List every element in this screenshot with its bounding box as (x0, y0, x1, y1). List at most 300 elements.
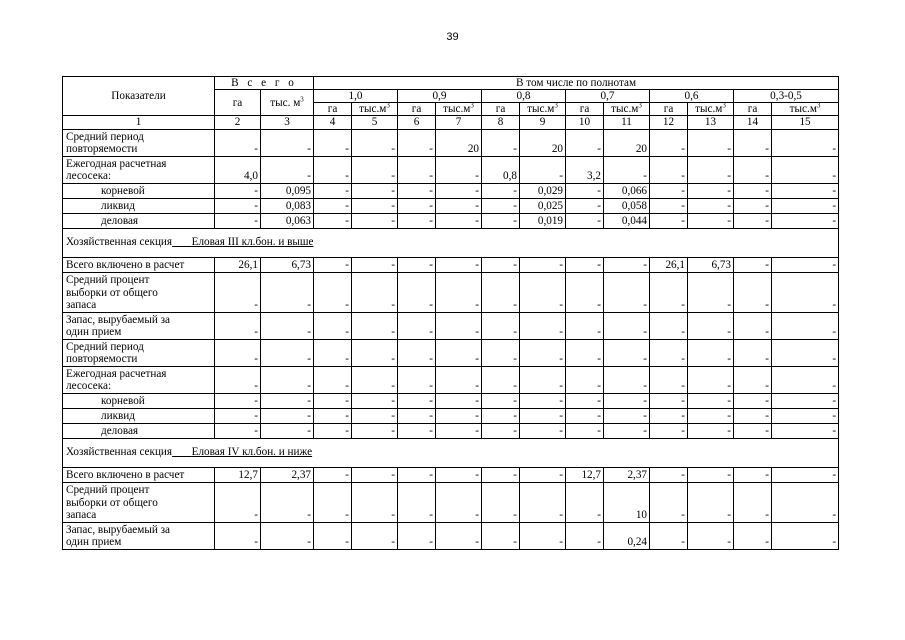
value-cell: - (482, 408, 520, 423)
column-number: 12 (650, 116, 688, 130)
value-cell: - (398, 312, 436, 339)
header-total-volume: тыс. $м^3$ (261, 90, 314, 116)
page-number: 39 (446, 31, 459, 43)
header-unit-volume: $тыс.м^3$ (688, 103, 734, 116)
value-cell: 6,73 (688, 257, 734, 272)
header-density: 0,9 (398, 90, 482, 103)
value-cell: - (314, 129, 352, 156)
value-cell: - (650, 183, 688, 198)
value-cell: - (772, 408, 839, 423)
value-cell: - (352, 467, 398, 482)
value-cell: - (566, 312, 604, 339)
value-cell: - (688, 366, 734, 393)
value-cell: - (604, 272, 650, 312)
value-cell: - (215, 339, 261, 366)
value-cell: - (398, 198, 436, 213)
value-cell: - (314, 183, 352, 198)
value-cell: - (688, 339, 734, 366)
cutting-indicators-table (62, 76, 839, 550)
value-cell: - (314, 522, 352, 549)
value-cell: - (352, 339, 398, 366)
column-number: 10 (566, 116, 604, 130)
value-cell: - (650, 423, 688, 438)
value-cell: - (688, 423, 734, 438)
table-row (63, 482, 839, 522)
value-cell: - (688, 522, 734, 549)
value-cell: 0,025 (520, 198, 566, 213)
value-cell: - (688, 312, 734, 339)
value-cell: - (352, 312, 398, 339)
value-cell: - (314, 482, 352, 522)
value-cell: - (566, 393, 604, 408)
value-cell: - (482, 198, 520, 213)
value-cell: - (734, 467, 772, 482)
value-cell: - (566, 129, 604, 156)
row-label: Средний период повторяемости (63, 129, 215, 156)
value-cell: - (352, 393, 398, 408)
value-cell: - (215, 522, 261, 549)
value-cell: - (650, 408, 688, 423)
value-cell: - (566, 213, 604, 228)
table-row (63, 408, 839, 423)
value-cell: - (688, 272, 734, 312)
row-label: Ежегодная расчетная лесосека: (63, 366, 215, 393)
value-cell: - (604, 366, 650, 393)
value-cell: - (566, 482, 604, 522)
value-cell: - (261, 482, 314, 522)
value-cell: - (688, 393, 734, 408)
value-cell: - (436, 522, 482, 549)
value-cell: - (398, 129, 436, 156)
column-number: 14 (734, 116, 772, 130)
value-cell: - (314, 408, 352, 423)
value-cell: - (215, 423, 261, 438)
value-cell: - (436, 423, 482, 438)
header-unit-ha: га (650, 103, 688, 116)
value-cell: - (520, 423, 566, 438)
value-cell: - (688, 213, 734, 228)
value-cell: - (772, 156, 839, 183)
value-cell: - (566, 408, 604, 423)
value-cell: - (688, 156, 734, 183)
value-cell: - (482, 272, 520, 312)
value-cell: - (215, 129, 261, 156)
row-label: корневой (63, 393, 215, 408)
value-cell: - (734, 408, 772, 423)
value-cell: 4,0 (215, 156, 261, 183)
value-cell: - (650, 312, 688, 339)
row-label: Средний период повторяемости (63, 339, 215, 366)
value-cell: - (436, 408, 482, 423)
value-cell: - (261, 423, 314, 438)
column-number: 15 (772, 116, 839, 130)
row-label: ликвид (63, 198, 215, 213)
value-cell: - (215, 312, 261, 339)
value-cell: - (650, 213, 688, 228)
value-cell: - (215, 198, 261, 213)
value-cell: - (482, 339, 520, 366)
value-cell: - (566, 423, 604, 438)
value-cell: - (604, 393, 650, 408)
value-cell: - (566, 339, 604, 366)
value-cell: - (215, 393, 261, 408)
column-number: 2 (215, 116, 261, 130)
section-header (63, 438, 839, 467)
value-cell: - (772, 393, 839, 408)
value-cell: - (314, 339, 352, 366)
value-cell: - (314, 467, 352, 482)
value-cell: 0,24 (604, 522, 650, 549)
value-cell: - (314, 423, 352, 438)
row-label: корневой (63, 183, 215, 198)
value-cell: - (604, 156, 650, 183)
value-cell: - (520, 393, 566, 408)
value-cell: - (520, 312, 566, 339)
value-cell: - (215, 272, 261, 312)
value-cell: - (734, 423, 772, 438)
column-number: 9 (520, 116, 566, 130)
value-cell: - (520, 482, 566, 522)
value-cell: - (314, 366, 352, 393)
value-cell: - (650, 522, 688, 549)
value-cell: - (566, 366, 604, 393)
value-cell: - (688, 467, 734, 482)
value-cell: - (482, 213, 520, 228)
section-row (63, 228, 839, 257)
value-cell: - (261, 272, 314, 312)
table-row (63, 339, 839, 366)
value-cell: - (734, 156, 772, 183)
value-cell: - (734, 129, 772, 156)
value-cell: - (352, 156, 398, 183)
value-cell: - (436, 272, 482, 312)
row-label: Запас, вырубаемый за один прием (63, 522, 215, 549)
value-cell: - (261, 366, 314, 393)
header-unit-ha: га (482, 103, 520, 116)
value-cell: - (772, 467, 839, 482)
row-label: Средний процент выборки от общего запаса (63, 482, 215, 522)
value-cell: - (314, 272, 352, 312)
table-row (63, 467, 839, 482)
value-cell: - (688, 183, 734, 198)
value-cell: - (650, 482, 688, 522)
value-cell: - (734, 183, 772, 198)
value-cell: - (772, 213, 839, 228)
row-label: Запас, вырубаемый за один прием (63, 312, 215, 339)
value-cell: 2,37 (261, 467, 314, 482)
table-row (63, 366, 839, 393)
column-number: 5 (352, 116, 398, 130)
value-cell: - (215, 183, 261, 198)
value-cell: - (436, 482, 482, 522)
value-cell: - (398, 393, 436, 408)
value-cell: - (314, 312, 352, 339)
value-cell: - (604, 257, 650, 272)
header-total: В с е г о (215, 77, 314, 90)
value-cell: - (482, 129, 520, 156)
column-number: 6 (398, 116, 436, 130)
value-cell: - (772, 183, 839, 198)
value-cell: - (261, 156, 314, 183)
section-label: Хозяйственная секция (66, 446, 173, 459)
value-cell: - (566, 183, 604, 198)
row-label: Всего включено в расчет (63, 467, 215, 482)
value-cell: - (261, 339, 314, 366)
header-total-ha: га (215, 90, 261, 116)
value-cell: - (734, 257, 772, 272)
value-cell: 0,029 (520, 183, 566, 198)
value-cell: - (436, 467, 482, 482)
value-cell: - (352, 522, 398, 549)
header-density: 0,7 (566, 90, 650, 103)
value-cell: - (650, 339, 688, 366)
value-cell: - (352, 366, 398, 393)
value-cell: 26,1 (650, 257, 688, 272)
value-cell: - (688, 198, 734, 213)
value-cell: - (482, 183, 520, 198)
value-cell: 0,066 (604, 183, 650, 198)
value-cell: - (352, 272, 398, 312)
header-unit-volume: $тыс.м^3$ (604, 103, 650, 116)
value-cell: - (772, 423, 839, 438)
value-cell: - (772, 312, 839, 339)
value-cell: - (215, 408, 261, 423)
value-cell: - (604, 423, 650, 438)
value-cell: - (436, 393, 482, 408)
value-cell: - (398, 366, 436, 393)
value-cell: - (261, 522, 314, 549)
value-cell: 20 (436, 129, 482, 156)
value-cell: - (520, 408, 566, 423)
header-unit-volume: $тыс.м^3$ (772, 103, 839, 116)
value-cell: - (398, 467, 436, 482)
value-cell: - (215, 213, 261, 228)
value-cell: - (650, 393, 688, 408)
row-label: деловая (63, 213, 215, 228)
header-density: 0,3-0,5 (734, 90, 839, 103)
header-unit-ha: га (566, 103, 604, 116)
column-number: 3 (261, 116, 314, 130)
value-cell: 12,7 (215, 467, 261, 482)
value-cell: - (734, 272, 772, 312)
value-cell: - (734, 393, 772, 408)
column-number: 8 (482, 116, 520, 130)
value-cell: - (436, 257, 482, 272)
value-cell: - (688, 129, 734, 156)
value-cell: - (566, 522, 604, 549)
value-cell: - (604, 408, 650, 423)
value-cell: - (734, 213, 772, 228)
value-cell: - (482, 423, 520, 438)
column-number: 11 (604, 116, 650, 130)
value-cell: - (650, 129, 688, 156)
value-cell: - (398, 272, 436, 312)
section-value: Еловая IV кл.бон. и ниже (191, 446, 313, 459)
value-cell: - (772, 522, 839, 549)
value-cell: - (314, 198, 352, 213)
value-cell: - (566, 257, 604, 272)
header-unit-ha: га (314, 103, 352, 116)
value-cell: - (436, 156, 482, 183)
value-cell: - (772, 257, 839, 272)
value-cell: 0,095 (261, 183, 314, 198)
table-row (63, 129, 839, 156)
value-cell: - (436, 339, 482, 366)
value-cell: - (398, 213, 436, 228)
header-by-density: В том числе по полнотам (314, 77, 839, 90)
value-cell: 0,063 (261, 213, 314, 228)
section-value: Еловая III кл.бон. и выше (191, 236, 314, 249)
table-row (63, 393, 839, 408)
value-cell: - (398, 156, 436, 183)
value-cell: - (604, 312, 650, 339)
value-cell: - (261, 312, 314, 339)
value-cell: - (352, 257, 398, 272)
value-cell: 2,37 (604, 467, 650, 482)
value-cell: 20 (520, 129, 566, 156)
value-cell: - (520, 467, 566, 482)
header-unit-ha: га (398, 103, 436, 116)
value-cell: - (520, 156, 566, 183)
value-cell: - (734, 522, 772, 549)
header-unit-volume: $тыс.м^3$ (520, 103, 566, 116)
value-cell: - (436, 312, 482, 339)
value-cell: - (314, 257, 352, 272)
value-cell: - (650, 467, 688, 482)
value-cell: - (398, 423, 436, 438)
value-cell: - (398, 522, 436, 549)
value-cell: - (604, 339, 650, 366)
value-cell: - (261, 393, 314, 408)
value-cell: - (261, 129, 314, 156)
header-density: 0,6 (650, 90, 734, 103)
value-cell: - (772, 366, 839, 393)
value-cell: - (352, 183, 398, 198)
value-cell: 20 (604, 129, 650, 156)
value-cell: - (734, 482, 772, 522)
value-cell: - (520, 339, 566, 366)
value-cell: - (398, 408, 436, 423)
table-row (63, 257, 839, 272)
value-cell: 0,044 (604, 213, 650, 228)
value-cell: - (352, 408, 398, 423)
value-cell: - (650, 272, 688, 312)
header-density: 0,8 (482, 90, 566, 103)
value-cell: 26,1 (215, 257, 261, 272)
value-cell: - (261, 408, 314, 423)
table-row (63, 312, 839, 339)
value-cell: - (734, 312, 772, 339)
value-cell: - (734, 198, 772, 213)
value-cell: - (215, 366, 261, 393)
value-cell: - (436, 366, 482, 393)
table-row (63, 198, 839, 213)
section-row (63, 438, 839, 467)
header-unit-volume: $тыс.м^3$ (352, 103, 398, 116)
value-cell: - (436, 198, 482, 213)
value-cell: - (352, 129, 398, 156)
header-unit-ha: га (734, 103, 772, 116)
table-row (63, 522, 839, 549)
value-cell: - (566, 272, 604, 312)
value-cell: - (772, 198, 839, 213)
table-row (63, 423, 839, 438)
value-cell: - (688, 482, 734, 522)
value-cell: - (436, 183, 482, 198)
column-number: 13 (688, 116, 734, 130)
value-cell: - (398, 482, 436, 522)
value-cell: 3,2 (566, 156, 604, 183)
value-cell: - (772, 339, 839, 366)
row-label: ликвид (63, 408, 215, 423)
value-cell: - (482, 467, 520, 482)
value-cell: - (650, 156, 688, 183)
value-cell: - (688, 408, 734, 423)
row-label: Ежегодная расчетная лесосека: (63, 156, 215, 183)
table-row (63, 213, 839, 228)
value-cell: - (314, 213, 352, 228)
header-unit-volume: $тыс.м^3$ (436, 103, 482, 116)
row-label: деловая (63, 423, 215, 438)
value-cell: - (520, 522, 566, 549)
value-cell: - (314, 156, 352, 183)
value-cell: - (352, 213, 398, 228)
header-density: 1,0 (314, 90, 398, 103)
value-cell: - (482, 366, 520, 393)
value-cell: 0,083 (261, 198, 314, 213)
value-cell: - (772, 482, 839, 522)
value-cell: - (482, 312, 520, 339)
column-number: 4 (314, 116, 352, 130)
value-cell: - (482, 257, 520, 272)
value-cell: - (566, 198, 604, 213)
value-cell: - (352, 198, 398, 213)
value-cell: - (436, 213, 482, 228)
value-cell: - (314, 393, 352, 408)
value-cell: 0,8 (482, 156, 520, 183)
value-cell: - (215, 482, 261, 522)
value-cell: - (520, 366, 566, 393)
value-cell: 0,019 (520, 213, 566, 228)
table-row (63, 156, 839, 183)
value-cell: 12,7 (566, 467, 604, 482)
column-number: 1 (63, 116, 215, 130)
value-cell: - (398, 339, 436, 366)
row-label: Всего включено в расчет (63, 257, 215, 272)
row-label: Средний процент выборки от общего запаса (63, 272, 215, 312)
value-cell: 6,73 (261, 257, 314, 272)
value-cell: - (772, 272, 839, 312)
section-label: Хозяйственная секция (66, 236, 173, 249)
header-indicators: Показатели (63, 77, 215, 116)
value-cell: - (482, 482, 520, 522)
value-cell: - (520, 272, 566, 312)
value-cell: - (482, 393, 520, 408)
value-cell: - (734, 366, 772, 393)
value-cell: - (352, 423, 398, 438)
table-row (63, 272, 839, 312)
value-cell: 10 (604, 482, 650, 522)
value-cell: - (650, 366, 688, 393)
section-header (63, 228, 839, 257)
value-cell: - (398, 257, 436, 272)
value-cell: - (398, 183, 436, 198)
table-row (63, 183, 839, 198)
value-cell: - (734, 339, 772, 366)
value-cell: - (520, 257, 566, 272)
value-cell: - (482, 522, 520, 549)
value-cell: - (352, 482, 398, 522)
